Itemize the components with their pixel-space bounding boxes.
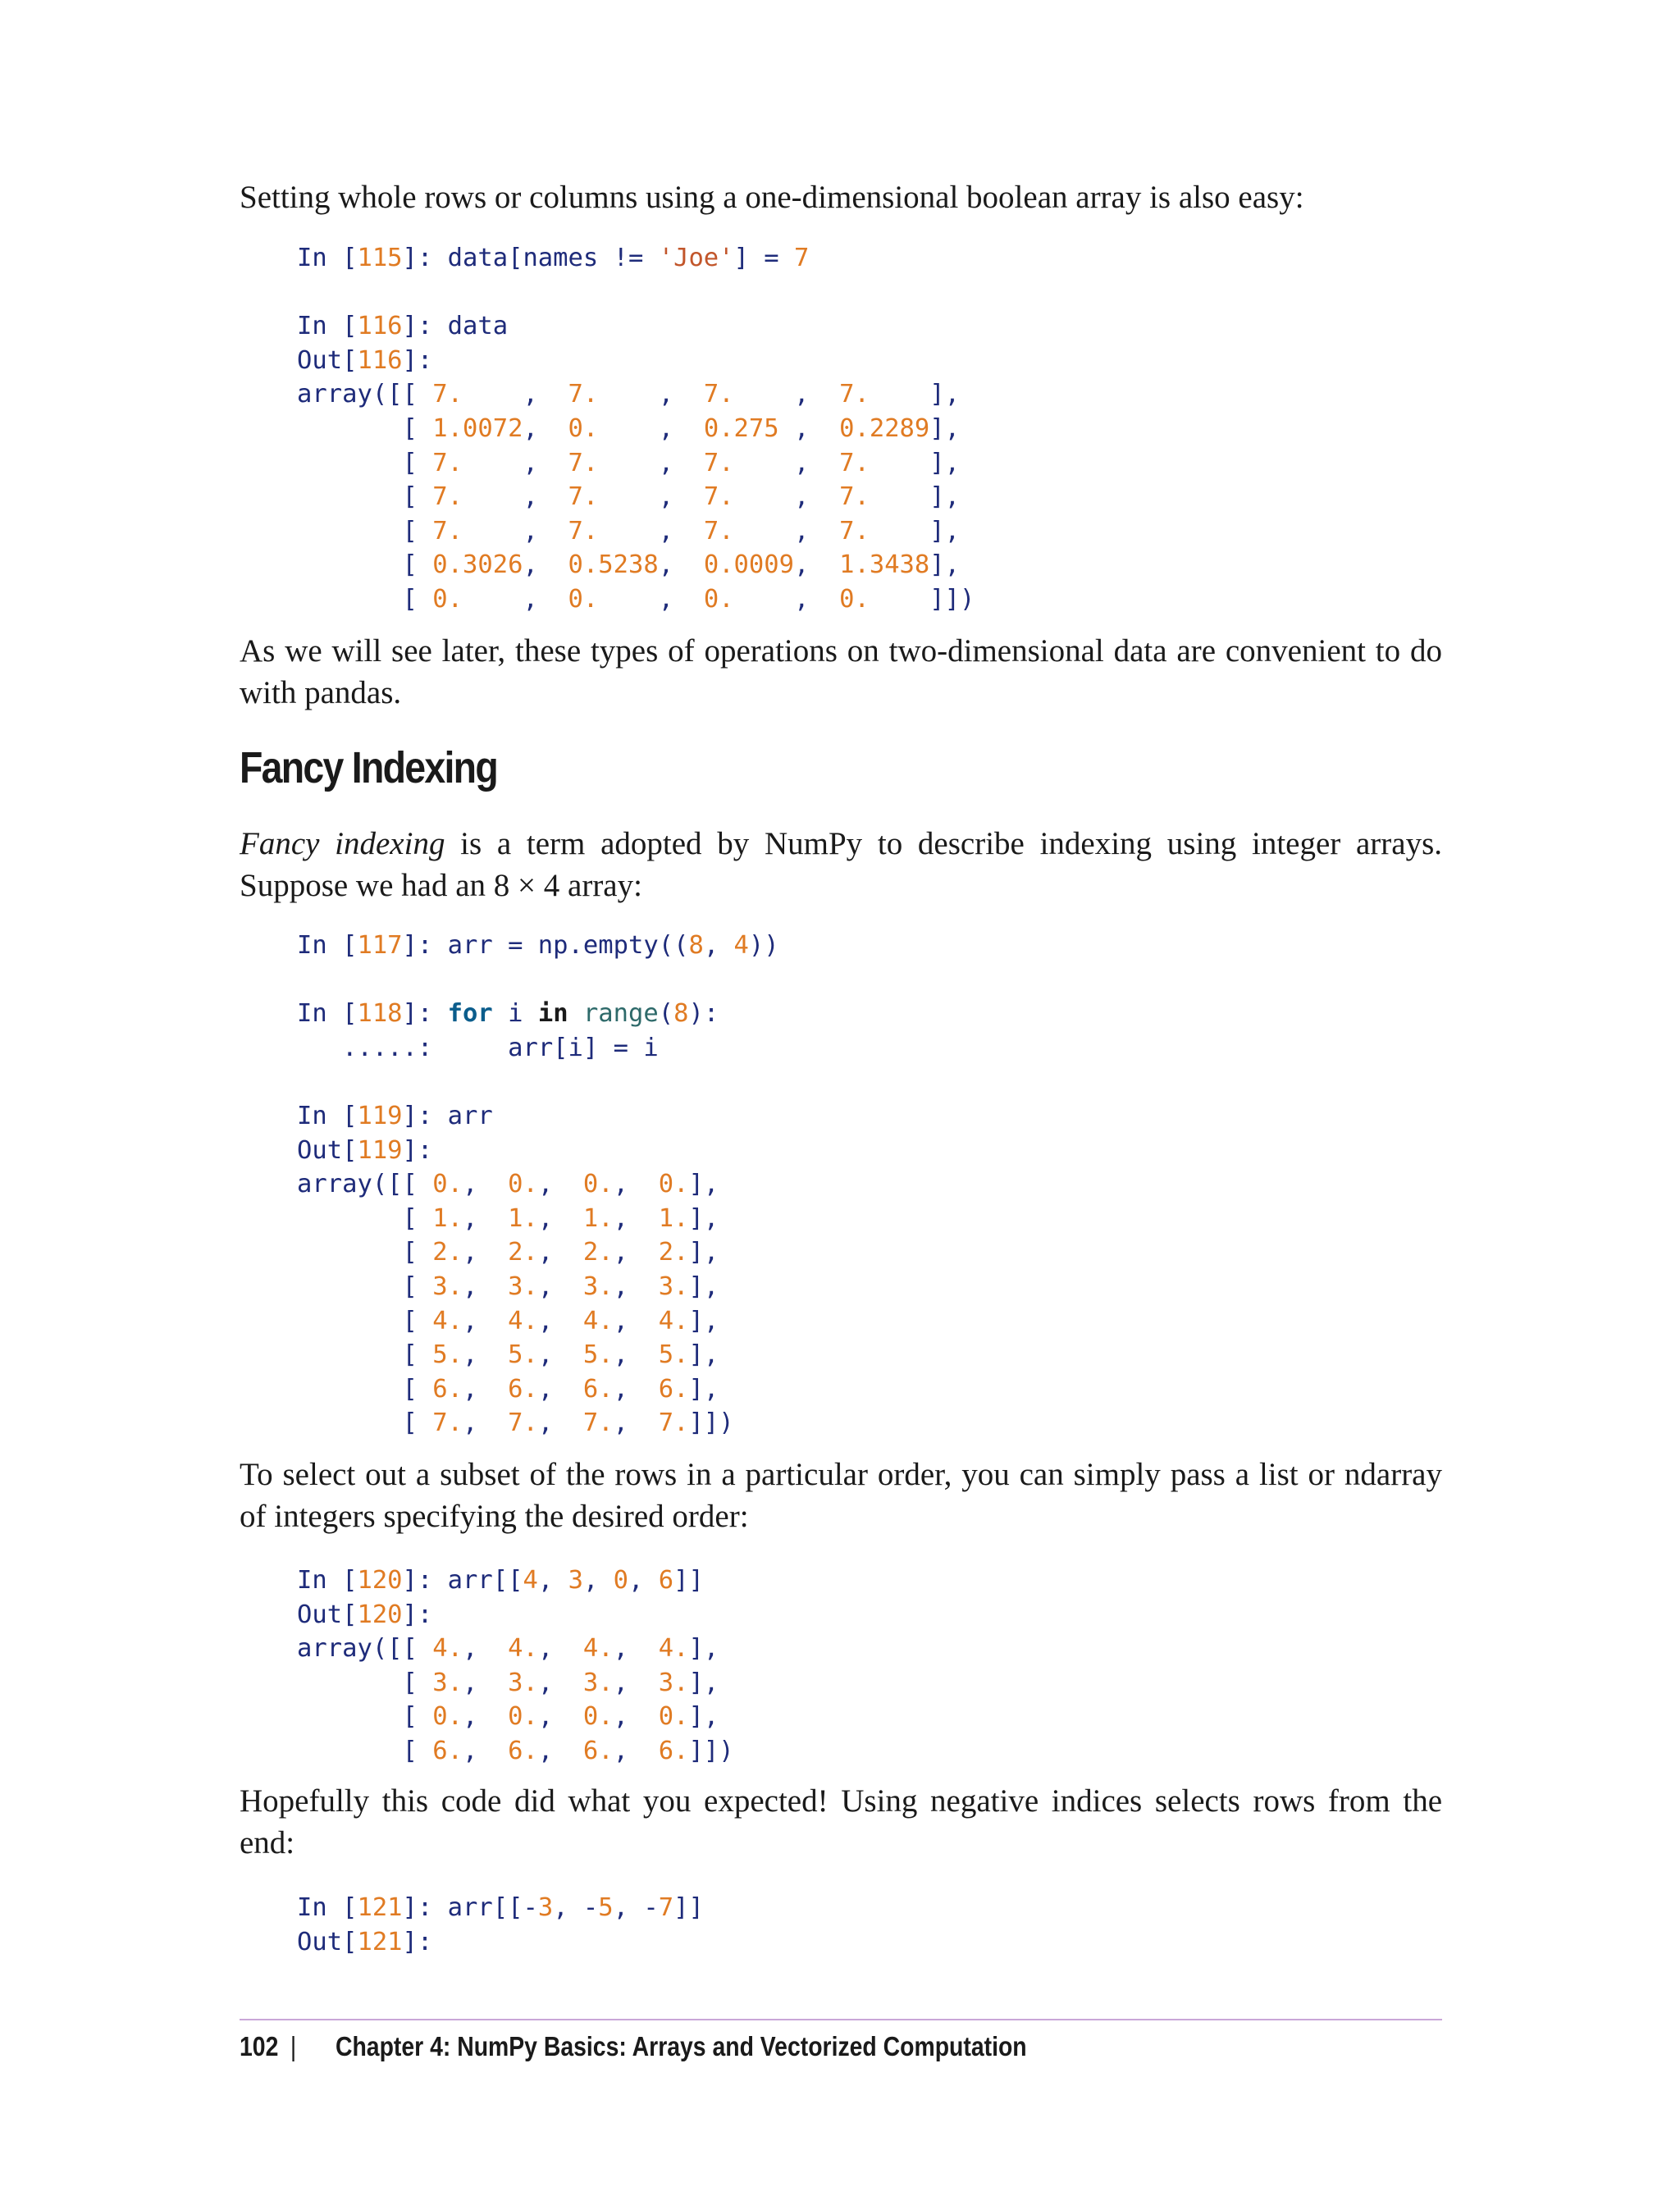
code-block-subset-rows: In [120]: arr[[4, 3, 0, 6]] Out[120]: array([[ 4., 4., 4., 4.], [ 3., 3., 3., 3.], [ 0., 0., 0., 0.], [ 6., 6., 6., 6.]]): [297, 1566, 734, 1765]
page-number: 102: [240, 2031, 279, 2061]
page-footer: [240, 2031, 1027, 2062]
paragraph-select-subset: To select out a subset of the rows in a particular order, you can simply pass a list or ndarray of integers specifying the desired order:: [240, 1457, 1442, 1534]
term-fancy-indexing: Fancy indexing: [240, 826, 445, 861]
chapter-title: Chapter 4: NumPy Basics: Arrays and Vectorized Computation: [335, 2031, 1027, 2061]
footer-rule: [240, 2019, 1442, 2020]
paragraph-pandas-note: As we will see later, these types of operations on two-dimensional data are convenient to do with pandas.: [240, 633, 1442, 710]
intro-rest-text: is a term adopted by NumPy to describe indexing using integer arrays. Suppose we had an 8 × 4 array:: [240, 826, 1443, 903]
section-heading-fancy-indexing: Fancy Indexing: [240, 743, 497, 792]
code-block-setting-rows: In [115]: data[names != 'Joe'] = 7 In [116]: data Out[116]: array([[ 7. , 7. , 7. , 7. ], [ 1.0072, 0. , 0.275 , 0.2289], [ 7. , 7. , 7. , 7. ], [ 7. , 7. , 7. , 7. ], [ 7. , 7. , 7. , 7. ], [ 0.3026, 0.5238, 0.0009, 1.3438], [ 0. , 0. , 0. , 0. ]]): [297, 244, 975, 614]
paragraph-fancy-indexing-intro: [240, 823, 1442, 906]
paragraph-boolean-rows: Setting whole rows or columns using a one-dimensional boolean array is also easy:: [240, 180, 1304, 215]
footer-separator: |: [290, 2031, 297, 2061]
code-block-empty-array: In [117]: arr = np.empty((8, 4)) In [118]: for i in range(8): .....: arr[i] = i In [119]: arr Out[119]: array([[ 0., 0., 0., 0.], [ 1., 1., 1., 1.], [ 2., 2., 2., 2.], [ 3., 3., 3., 3.], [ 4., 4., 4., 4.], [ 5., 5., 5., 5.], [ 6., 6., 6., 6.], [ 7., 7., 7., 7.]]): [297, 931, 779, 1438]
paragraph-negative-indices: Hopefully this code did what you expected! Using negative indices selects rows from the end:: [240, 1783, 1442, 1860]
code-block-negative-indices: In [121]: arr[[-3, -5, -7]] Out[121]:: [297, 1893, 704, 1956]
